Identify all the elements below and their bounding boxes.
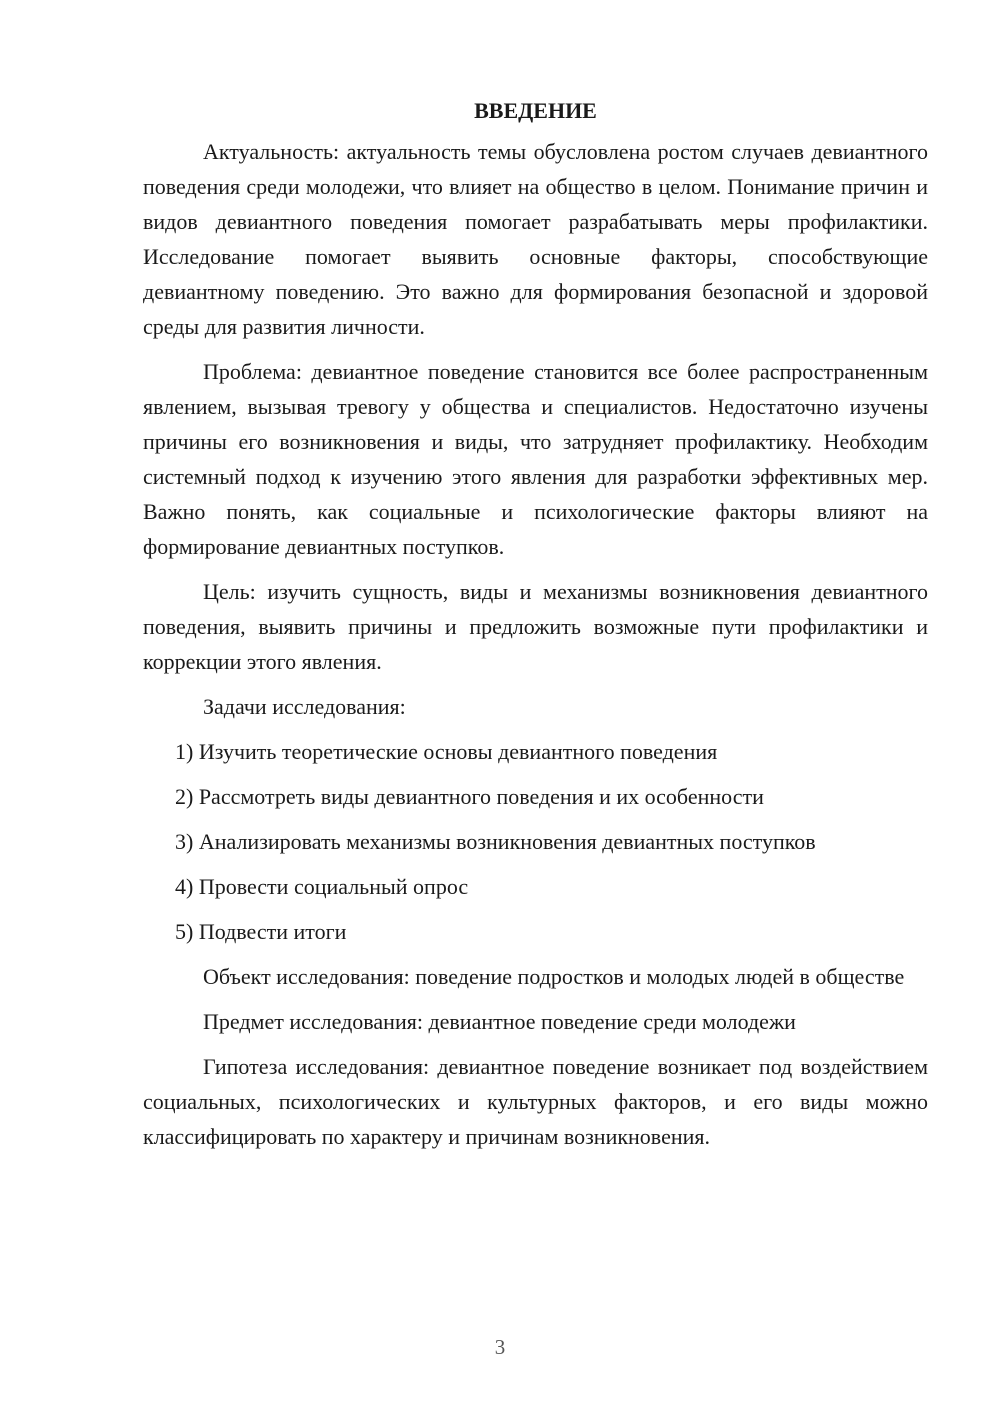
page-number: 3: [494, 1335, 506, 1359]
list-item: 2) Рассмотреть виды девиантного поведения и их особенности: [175, 784, 764, 809]
goal-paragraph: Цель: изучить сущность, виды и механизмы возникновения девиантного поведения, выявить причины и предложить возможные пути профилактики и коррекции этого явления.: [143, 579, 928, 674]
document-page: [143, 96, 928, 1164]
task-list: [143, 734, 928, 949]
list-item: 5) Подвести итоги: [175, 919, 347, 944]
page-title: ВВЕДЕНИЕ: [474, 98, 597, 123]
hypothesis-paragraph: Гипотеза исследования: девиантное поведение возникает под воздействием социальных, психологических и культурных факторов, и его виды можно классифицировать по характеру и причинам возникновения.: [143, 1054, 928, 1149]
subject-paragraph: Предмет исследования: девиантное поведение среди молодежи: [203, 1009, 796, 1034]
relevance-paragraph: Актуальность: актуальность темы обусловлена ростом случаев девиантного поведения среди молодежи, что влияет на общество в целом. Понимание причин и видов девиантного поведения помогает разрабатывать меры профилактики. Исследование помогает выявить основные факторы, способствующие девиантному поведению. Это важно для формирования безопасной и здоровой среды для развития личности.: [143, 139, 928, 339]
tasks-heading: Задачи исследования:: [203, 694, 406, 719]
problem-paragraph: Проблема: девиантное поведение становится все более распространенным явлением, вызывая тревогу у общества и специалистов. Недостаточно изучены причины его возникновения и виды, что затрудняет профилактику. Необходим системный подход к изучению этого явления для разработки эффективных мер. Важно понять, как социальные и психологические факторы влияют на формирование девиантных поступков.: [143, 359, 928, 559]
object-paragraph: Объект исследования: поведение подростков и молодых людей в обществе: [203, 964, 905, 989]
list-item: 3) Анализировать механизмы возникновения девиантных поступков: [175, 829, 816, 854]
list-item: 4) Провести социальный опрос: [175, 874, 469, 899]
list-item: 1) Изучить теоретические основы девиантного поведения: [175, 739, 718, 764]
